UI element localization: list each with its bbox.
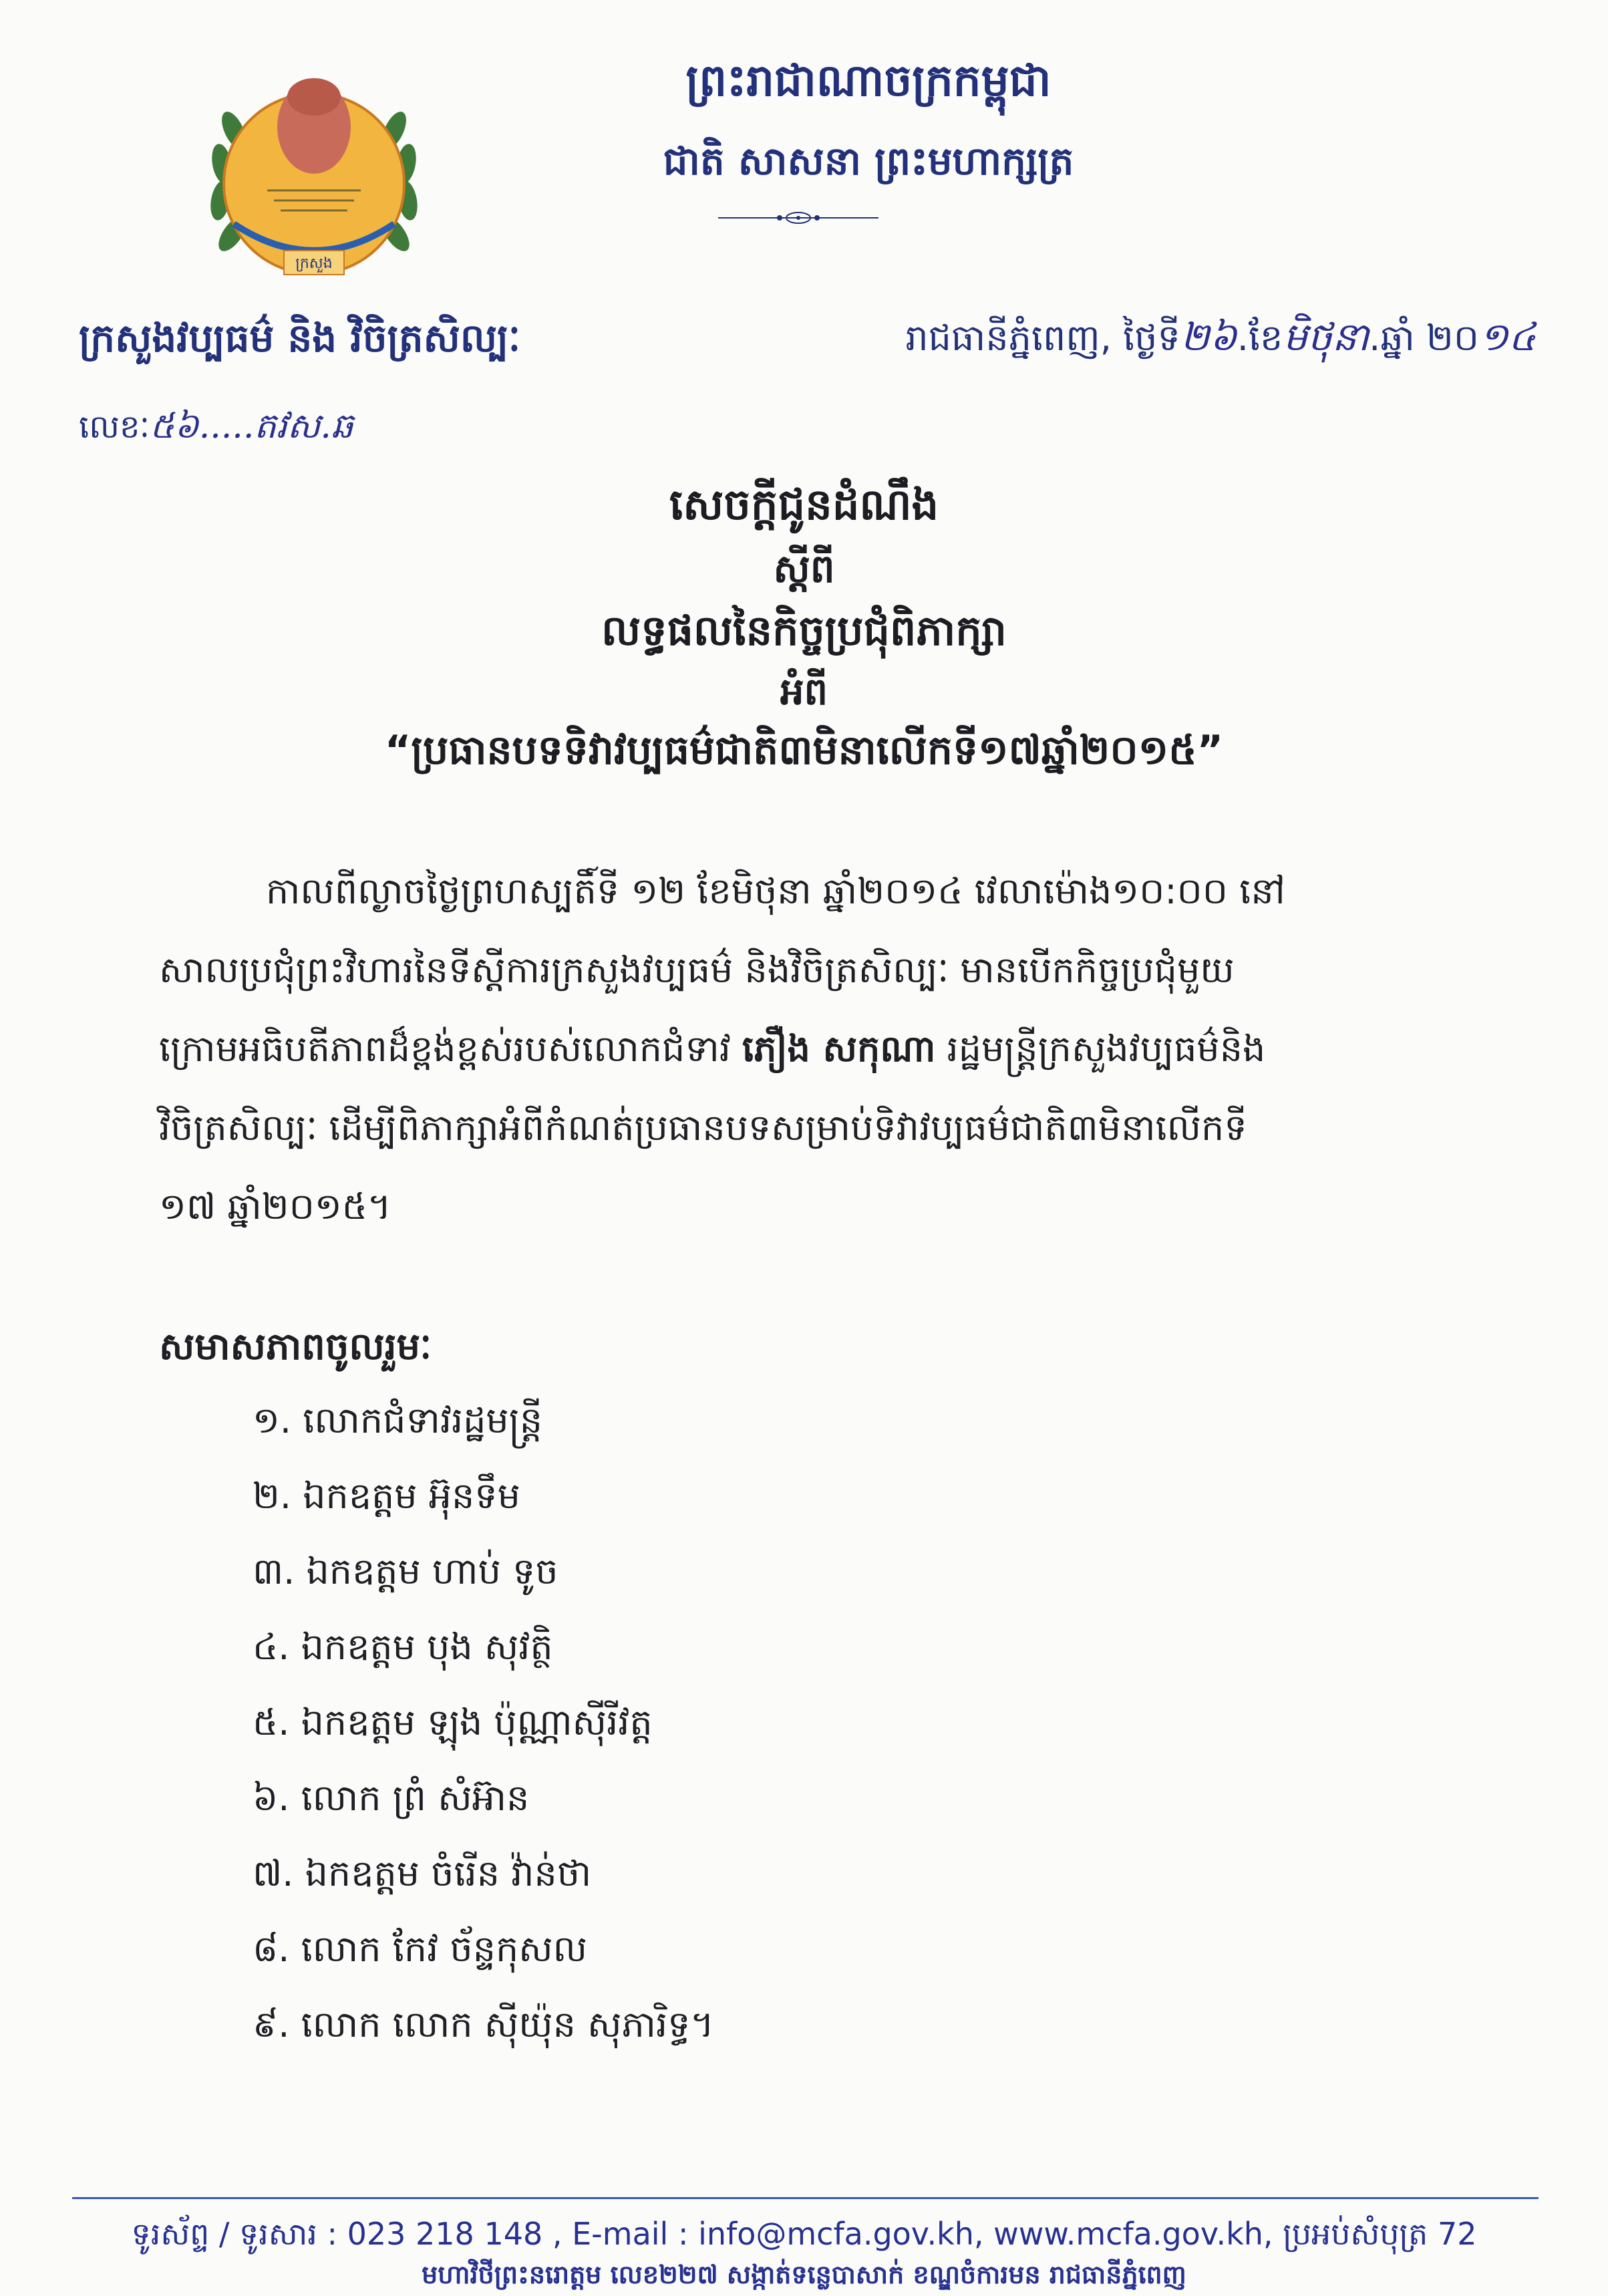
notice-about-label: អំពី	[780, 670, 828, 714]
ministry-name: ក្រសួងវប្បធម៌ និង វិចិត្រសិល្បៈ	[79, 315, 521, 361]
participant-item: ២. ឯកឧត្តម អ៊ុនទឹម	[253, 1475, 520, 1517]
participant-item: ៤. ឯកឧត្តម បុង សុវត្ថិ	[253, 1626, 553, 1668]
ministry-logo	[194, 57, 434, 297]
body-line	[159, 1026, 1265, 1079]
date-month: មិថុនា	[1283, 314, 1370, 360]
participant-item: ៨. លោក កែវ ច័ន្ទកុសល	[253, 1928, 588, 1970]
notice-topic: “ប្រធានបទទិវាវប្បធម៌ជាតិ៣មិនាលើកទី១៧ឆ្នាំ២០១៥”	[384, 727, 1224, 774]
notice-title: សេចក្តីជូនដំណឹង	[669, 480, 939, 530]
reference-number	[79, 404, 353, 455]
footer-address: មហាវិថីព្រះនរោត្តម លេខ២២៧ សង្កាត់ទន្លេបាសាក់ ខណ្ឌចំការមន រាជធានីភ្នំពេញ	[422, 2260, 1186, 2289]
body-line: វិចិត្រសិល្បៈ ដើម្បីពិភាក្សាអំពីកំណត់ប្រធានបទសម្រាប់ទិវាវប្បធម៌ជាតិ៣មិនាលើកទី	[159, 1107, 1247, 1149]
divider-ornament-icon	[718, 208, 878, 227]
kingdom-title: ព្រះរាជាណាចក្រកម្ពុជា	[685, 55, 1052, 106]
participant-item: ៥. ឯកឧត្តម ឡុង ប៉ុណ្ណាស៊ីរីវត្ត	[253, 1701, 653, 1743]
date-month-label: ខែ	[1248, 317, 1283, 359]
footer-contact: ទូរស័ព្ទ / ទូរសារ : 023 218 148 , E-mail : info@mcfa.gov.kh, www.mcfa.gov.kh, ប្រអប់សំបុត្រ 72	[131, 2216, 1477, 2252]
body-line: ១៧ ឆ្នាំ២០១៥។	[159, 1185, 391, 1228]
body-text: រដ្ឋមន្ត្រីក្រសួងវប្បធម៌និង	[935, 1028, 1266, 1070]
date-line: រាជធានីភ្នំពេញ, ថ្ងៃទី២៦.ខែមិថុនា.ឆ្នាំ ២០១៤	[905, 314, 1536, 360]
body-line: សាលប្រជុំព្រះវិហារនៃទីស្តីការក្រសួងវប្បធម៌ និងវិចិត្រសិល្បៈ មានបើកកិច្ចប្រជុំមួយ	[159, 949, 1235, 991]
participant-item: ៩. លោក លោក ស៊ីយ៉ុន សុភារិទ្ធ។	[253, 2003, 714, 2045]
logo-text: ក្រសួង	[295, 255, 333, 272]
kingdom-motto: ជាតិ សាសនា ព្រះមហាក្សត្រ	[663, 138, 1074, 184]
date-prefix: រាជធានីភ្នំពេញ, ថ្ងៃទី	[905, 317, 1180, 359]
participant-item: ៦. លោក ព្រំ សំអ៊ាន	[253, 1777, 530, 1819]
participant-item: ១. លោកជំទាវរដ្ឋមន្ត្រី	[253, 1399, 543, 1441]
date-year: ១៤	[1479, 314, 1536, 360]
participant-item: ៧. ឯកឧត្តម ចំរើន វ៉ាន់ថា	[253, 1852, 592, 1894]
reference-label: លេខៈ	[79, 408, 150, 446]
date-day: ២៦	[1180, 314, 1237, 360]
notice-subject: លទ្ធផលនៃកិច្ចប្រជុំពិភាក្សា	[601, 606, 1007, 655]
participants-heading: សមាសភាពចូលរួមៈ	[159, 1325, 432, 1369]
participant-item: ៣. ឯកឧត្តម ហាប់ ទូច	[253, 1550, 558, 1592]
body-line: កាលពីល្ងាចថ្ងៃព្រហស្បតិ៍ទី ១២ ខែមិថុនា ឆ្នាំ២០១៤ វេលាម៉ោង១០:០០ នៅ	[266, 870, 1285, 912]
notice-subject-label: ស្តីពី	[773, 546, 835, 591]
footer-divider	[72, 2197, 1539, 2199]
bayon-face-icon	[277, 78, 351, 174]
reference-value: ៥៦.....តវស.ឆ	[150, 406, 353, 446]
minister-name: ភឿង សកុណា	[742, 1028, 936, 1070]
body-text: ក្រោមអធិបតីភាពដ៏ខ្ពង់ខ្ពស់របស់លោកជំទាវ	[159, 1028, 743, 1070]
date-year-label: ឆ្នាំ ២០	[1380, 317, 1480, 359]
